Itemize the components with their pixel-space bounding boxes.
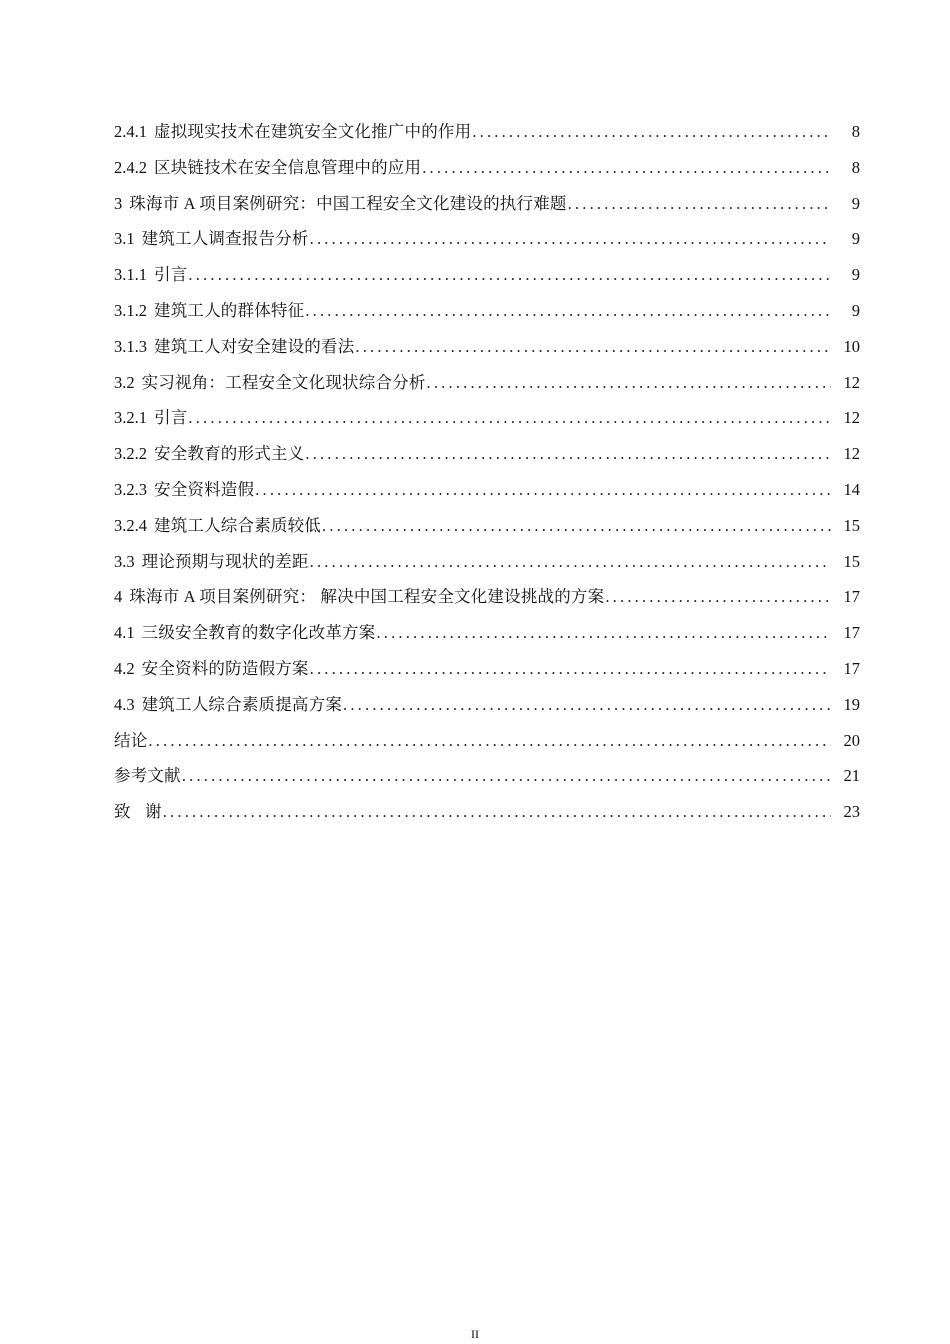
- toc-entry-title: 虚拟现实技术在建筑安全文化推广中的作用: [154, 122, 472, 141]
- toc-entry-page: 19: [843, 694, 860, 714]
- toc-entry-number: 3.2.1: [114, 408, 147, 428]
- toc-entry-title: 珠海市 A 项目案例研究：中国工程安全文化建设的执行难题: [129, 193, 567, 213]
- toc-dot-leader: [568, 186, 831, 222]
- toc-entry[interactable]: [114, 579, 860, 615]
- toc-entry[interactable]: [114, 150, 860, 186]
- toc-entry-number: 4.1: [114, 623, 135, 643]
- toc-entry-page: 9: [851, 265, 860, 285]
- toc-entry-number: 2.4.2: [114, 157, 147, 177]
- toc-entry[interactable]: [114, 687, 860, 723]
- toc-entry-page: 9: [851, 300, 860, 320]
- toc-dot-leader: [472, 114, 831, 150]
- toc-entry[interactable]: [114, 758, 860, 794]
- toc-entry-page: 8: [851, 157, 860, 177]
- toc-entry[interactable]: [114, 508, 860, 544]
- toc-entry-page: 15: [843, 551, 860, 571]
- toc-dot-leader: [310, 221, 831, 257]
- toc-entry-number: 3.1: [114, 229, 135, 249]
- toc-entry-title: 珠海市 A 项目案例研究： 解决中国工程安全文化建设挑战的方案: [129, 587, 605, 607]
- toc-entry-page: 20: [843, 730, 860, 750]
- toc-entry-title: 安全资料的防造假方案: [141, 658, 309, 678]
- toc-entry-title: 建筑工人的群体特征: [154, 300, 305, 320]
- toc-dot-leader: [182, 758, 831, 794]
- toc-entry-title: 引言: [154, 265, 188, 285]
- toc-entry-page: 10: [843, 336, 860, 356]
- toc-entry[interactable]: [114, 544, 860, 580]
- toc-entry-title: 安全资料造假: [154, 479, 255, 499]
- toc-dot-leader: [343, 687, 831, 723]
- toc-entry[interactable]: [114, 114, 860, 150]
- toc-entry[interactable]: [114, 257, 860, 293]
- toc-entry-number: 3.3: [114, 551, 135, 571]
- toc-dot-leader: [427, 365, 831, 401]
- toc-entry[interactable]: [114, 436, 860, 472]
- toc-dot-leader: [188, 257, 831, 293]
- toc-entry[interactable]: [114, 794, 860, 830]
- toc-entry-title: 引言: [154, 408, 188, 428]
- toc-entry-title: 建筑工人对安全建设的看法: [154, 336, 355, 356]
- toc-entry-title: 建筑工人调查报告分析: [141, 229, 309, 249]
- toc-entry[interactable]: [114, 615, 860, 651]
- toc-dot-leader: [305, 436, 831, 472]
- toc-entry-title: 结论: [114, 730, 148, 750]
- toc-entry-title: 建筑工人综合素质较低: [154, 515, 321, 535]
- toc-entry-title: 三级安全教育的数字化改革方案: [141, 623, 376, 643]
- toc-entry-title: 参考文献: [114, 766, 181, 786]
- toc-entry[interactable]: [114, 293, 860, 329]
- toc-dot-leader: [376, 615, 831, 651]
- toc-dot-leader: [188, 400, 831, 436]
- toc-entry-page: 15: [843, 515, 860, 535]
- toc-entry-page: 12: [843, 372, 860, 392]
- toc-entry[interactable]: [114, 365, 860, 401]
- toc-entry-number: 4.3: [114, 694, 135, 714]
- toc-entry[interactable]: [114, 400, 860, 436]
- toc-dot-leader: [422, 150, 831, 186]
- toc-dot-leader: [605, 579, 831, 615]
- toc-entry[interactable]: [114, 221, 860, 257]
- toc-entry-page: 21: [843, 766, 860, 786]
- toc-entry-page: 17: [843, 587, 860, 607]
- toc-entry-page: 23: [843, 802, 860, 822]
- page-number: II: [471, 1327, 479, 1341]
- toc-entry-title: 致 谢: [114, 802, 162, 822]
- toc-entry-page: 14: [843, 479, 860, 499]
- toc-entry-title: 安全教育的形式主义: [154, 444, 305, 464]
- toc-entry-number: 4: [114, 587, 123, 607]
- toc-entry-number: 3.2: [114, 372, 135, 392]
- toc-entry[interactable]: [114, 472, 860, 508]
- toc-entry-number: 3.1.2: [114, 300, 147, 320]
- toc-entry-page: 9: [851, 193, 860, 213]
- toc-entry-title: 区块链技术在安全信息管理中的应用: [154, 157, 422, 177]
- toc-entry-page: 12: [843, 408, 860, 428]
- table-of-contents: [114, 114, 860, 830]
- toc-dot-leader: [322, 508, 831, 544]
- toc-dot-leader: [148, 723, 831, 759]
- toc-dot-leader: [310, 544, 831, 580]
- toc-entry-page: 8: [851, 122, 860, 141]
- toc-entry-title: 建筑工人综合素质提高方案: [141, 694, 343, 714]
- toc-entry-page: 17: [843, 623, 860, 643]
- toc-entry-title: 实习视角：工程安全文化现状综合分析: [141, 372, 426, 392]
- toc-entry[interactable]: [114, 329, 860, 365]
- toc-entry-number: 4.2: [114, 658, 135, 678]
- toc-entry-number: 3.2.3: [114, 479, 147, 499]
- toc-entry-number: 3.2.2: [114, 444, 147, 464]
- toc-dot-leader: [310, 651, 831, 687]
- toc-dot-leader: [355, 329, 831, 365]
- toc-entry[interactable]: [114, 186, 860, 222]
- toc-entry[interactable]: [114, 651, 860, 687]
- toc-dot-leader: [305, 293, 831, 329]
- toc-entry-number: 3.1.3: [114, 336, 147, 356]
- toc-entry-title: 理论预期与现状的差距: [141, 551, 309, 571]
- toc-entry-number: 3.2.4: [114, 515, 147, 535]
- toc-entry-number: 3.1.1: [114, 265, 147, 285]
- toc-entry[interactable]: [114, 723, 860, 759]
- toc-entry-page: 9: [851, 229, 860, 249]
- toc-entry-page: 12: [843, 444, 860, 464]
- toc-entry-number: 3: [114, 193, 123, 213]
- toc-entry-number: 2.4.1: [114, 122, 147, 141]
- toc-entry-page: 17: [843, 658, 860, 678]
- toc-dot-leader: [163, 794, 831, 830]
- toc-dot-leader: [255, 472, 831, 508]
